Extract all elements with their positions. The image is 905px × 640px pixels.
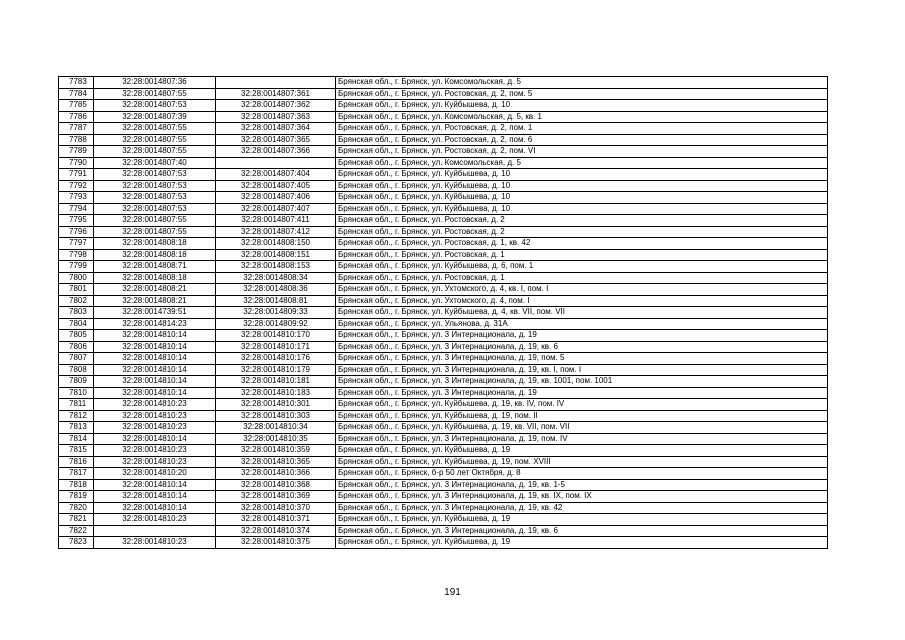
cadastral-number-cell: 32:28:0014810:374 (216, 525, 336, 537)
address-cell: Брянская обл., г. Брянск, ул. Ростовская, д. 1 (336, 249, 828, 261)
cadastral-number-cell: 32:28:0014807:364 (216, 123, 336, 135)
quarter-number-cell: 32:28:0014810:14 (94, 341, 216, 353)
address-cell: Брянская обл., г. Брянск, б-р 50 лет Октября, д. 8 (336, 468, 828, 480)
row-number-cell: 7787 (59, 123, 94, 135)
cadastral-number-cell: 32:28:0014810:183 (216, 387, 336, 399)
address-cell: Брянская обл., г. Брянск, ул. Куйбышева, д. 10 (336, 169, 828, 181)
row-number-cell: 7789 (59, 146, 94, 158)
table-row (59, 445, 828, 457)
quarter-number-cell: 32:28:0014808:18 (94, 249, 216, 261)
cadastral-number-cell: 32:28:0014809:92 (216, 318, 336, 330)
address-cell: Брянская обл., г. Брянск, ул. Куйбышева, д. 19 (336, 514, 828, 526)
table-row (59, 525, 828, 537)
address-cell: Брянская обл., г. Брянск, ул. Комсомольская, д. 5 (336, 157, 828, 169)
address-cell: Брянская обл., г. Брянск, ул. 3 Интернационала, д. 19, кв. 1-5 (336, 479, 828, 491)
cadastral-number-cell: 32:28:0014809:33 (216, 307, 336, 319)
cadastral-number-cell: 32:28:0014808:36 (216, 284, 336, 296)
cadastral-number-cell: 32:28:0014810:365 (216, 456, 336, 468)
quarter-number-cell: 32:28:0014807:53 (94, 192, 216, 204)
address-cell: Брянская обл., г. Брянск, ул. Куйбышева, д. 10 (336, 192, 828, 204)
cadastral-number-cell: 32:28:0014807:407 (216, 203, 336, 215)
table-row (59, 215, 828, 227)
cadastral-number-cell: 32:28:0014810:375 (216, 537, 336, 549)
address-cell: Брянская обл., г. Брянск, ул. 3 Интернационала, д. 19, кв. IX, пом. IX (336, 491, 828, 503)
cadastral-number-cell: 32:28:0014807:361 (216, 88, 336, 100)
quarter-number-cell: 32:28:0014810:23 (94, 399, 216, 411)
quarter-number-cell: 32:28:0014810:14 (94, 376, 216, 388)
address-cell: Брянская обл., г. Брянск, ул. Комсомольская, д. 5, кв. 1 (336, 111, 828, 123)
row-number-cell: 7822 (59, 525, 94, 537)
registry-table-body (59, 77, 828, 549)
cadastral-number-cell: 32:28:0014807:363 (216, 111, 336, 123)
table-row (59, 387, 828, 399)
cadastral-number-cell: 32:28:0014807:365 (216, 134, 336, 146)
row-number-cell: 7807 (59, 353, 94, 365)
quarter-number-cell: 32:28:0014810:23 (94, 537, 216, 549)
cadastral-number-cell: 32:28:0014808:81 (216, 295, 336, 307)
cadastral-number-cell: 32:28:0014810:181 (216, 376, 336, 388)
quarter-number-cell: 32:28:0014808:71 (94, 261, 216, 273)
address-cell: Брянская обл., г. Брянск, ул. Куйбышева, д. 19, кв. IV, пом. IV (336, 399, 828, 411)
row-number-cell: 7793 (59, 192, 94, 204)
row-number-cell: 7818 (59, 479, 94, 491)
table-row (59, 295, 828, 307)
table-row (59, 134, 828, 146)
quarter-number-cell: 32:28:0014810:23 (94, 456, 216, 468)
quarter-number-cell: 32:28:0014808:18 (94, 272, 216, 284)
cadastral-number-cell: 32:28:0014810:371 (216, 514, 336, 526)
quarter-number-cell: 32:28:0014807:40 (94, 157, 216, 169)
table-row (59, 433, 828, 445)
address-cell: Брянская обл., г. Брянск, ул. 3 Интернационала, д. 19, кв. 42 (336, 502, 828, 514)
row-number-cell: 7794 (59, 203, 94, 215)
cadastral-number-cell: 32:28:0014808:153 (216, 261, 336, 273)
address-cell: Брянская обл., г. Брянск, ул. Ростовская, д. 1 (336, 272, 828, 284)
quarter-number-cell: 32:28:0014807:53 (94, 203, 216, 215)
row-number-cell: 7786 (59, 111, 94, 123)
quarter-number-cell: 32:28:0014810:20 (94, 468, 216, 480)
row-number-cell: 7790 (59, 157, 94, 169)
table-row (59, 307, 828, 319)
address-cell: Брянская обл., г. Брянск, ул. Куйбышева, д. 19, пом. II (336, 410, 828, 422)
row-number-cell: 7821 (59, 514, 94, 526)
address-cell: Брянская обл., г. Брянск, ул. Куйбышева, д. 19, пом. XVIII (336, 456, 828, 468)
table-row (59, 364, 828, 376)
address-cell: Брянская обл., г. Брянск, ул. Ростовская, д. 2, пом. 1 (336, 123, 828, 135)
table-row (59, 261, 828, 273)
table-row (59, 537, 828, 549)
cadastral-number-cell: 32:28:0014810:369 (216, 491, 336, 503)
quarter-number-cell: 32:28:0014808:18 (94, 238, 216, 250)
table-row (59, 353, 828, 365)
table-row (59, 123, 828, 135)
row-number-cell: 7797 (59, 238, 94, 250)
cadastral-number-cell: 32:28:0014807:405 (216, 180, 336, 192)
row-number-cell: 7811 (59, 399, 94, 411)
table-row (59, 318, 828, 330)
address-cell: Брянская обл., г. Брянск, ул. Ростовская, д. 2 (336, 215, 828, 227)
cadastral-number-cell: 32:28:0014810:370 (216, 502, 336, 514)
row-number-cell: 7792 (59, 180, 94, 192)
quarter-number-cell: 32:28:0014807:55 (94, 226, 216, 238)
page-number: 191 (444, 587, 461, 598)
row-number-cell: 7814 (59, 433, 94, 445)
table-row (59, 422, 828, 434)
cadastral-number-cell: 32:28:0014810:34 (216, 422, 336, 434)
cadastral-number-cell: 32:28:0014810:179 (216, 364, 336, 376)
address-cell: Брянская обл., г. Брянск, ул. 3 Интернационала, д. 19, кв. 6 (336, 525, 828, 537)
row-number-cell: 7815 (59, 445, 94, 457)
quarter-number-cell: 32:28:0014810:14 (94, 502, 216, 514)
row-number-cell: 7810 (59, 387, 94, 399)
table-row (59, 468, 828, 480)
cadastral-number-cell: 32:28:0014807:404 (216, 169, 336, 181)
address-cell: Брянская обл., г. Брянск, ул. 3 Интернационала, д. 19, кв. I, пом. I (336, 364, 828, 376)
row-number-cell: 7817 (59, 468, 94, 480)
row-number-cell: 7800 (59, 272, 94, 284)
address-cell: Брянская обл., г. Брянск, ул. Ростовская, д. 1, кв. 42 (336, 238, 828, 250)
quarter-number-cell: 32:28:0014807:53 (94, 100, 216, 112)
cadastral-number-cell: 32:28:0014808:151 (216, 249, 336, 261)
table-row (59, 502, 828, 514)
quarter-number-cell: 32:28:0014810:23 (94, 514, 216, 526)
cadastral-number-cell: 32:28:0014807:362 (216, 100, 336, 112)
address-cell: Брянская обл., г. Брянск, ул. Куйбышева, д. 19, кв. VII, пом. VII (336, 422, 828, 434)
quarter-number-cell: 32:28:0014810:14 (94, 330, 216, 342)
table-row (59, 100, 828, 112)
cadastral-number-cell: 32:28:0014807:411 (216, 215, 336, 227)
table-row (59, 456, 828, 468)
table-row (59, 226, 828, 238)
quarter-number-cell: 32:28:0014814:23 (94, 318, 216, 330)
row-number-cell: 7819 (59, 491, 94, 503)
row-number-cell: 7813 (59, 422, 94, 434)
quarter-number-cell (94, 525, 216, 537)
quarter-number-cell: 32:28:0014810:23 (94, 445, 216, 457)
address-cell: Брянская обл., г. Брянск, ул. 3 Интернационала, д. 19, кв. 1001, пом. 1001 (336, 376, 828, 388)
table-row (59, 111, 828, 123)
quarter-number-cell: 32:28:0014810:14 (94, 479, 216, 491)
row-number-cell: 7806 (59, 341, 94, 353)
table-row (59, 146, 828, 158)
quarter-number-cell: 32:28:0014807:55 (94, 134, 216, 146)
cadastral-number-cell: 32:28:0014808:34 (216, 272, 336, 284)
cadastral-number-cell: 32:28:0014810:368 (216, 479, 336, 491)
table-row (59, 341, 828, 353)
address-cell: Брянская обл., г. Брянск, ул. Куйбышева, д. 6, пом. 1 (336, 261, 828, 273)
row-number-cell: 7812 (59, 410, 94, 422)
quarter-number-cell: 32:28:0014807:55 (94, 146, 216, 158)
address-cell: Брянская обл., г. Брянск, ул. Ростовская, д. 2, пом. 5 (336, 88, 828, 100)
address-cell: Брянская обл., г. Брянск, ул. Ростовская, д. 2 (336, 226, 828, 238)
row-number-cell: 7785 (59, 100, 94, 112)
cadastral-number-cell: 32:28:0014810:366 (216, 468, 336, 480)
address-cell: Брянская обл., г. Брянск, ул. 3 Интернационала, д. 19, кв. 6 (336, 341, 828, 353)
row-number-cell: 7798 (59, 249, 94, 261)
quarter-number-cell: 32:28:0014807:55 (94, 215, 216, 227)
table-row (59, 192, 828, 204)
table-row (59, 376, 828, 388)
address-cell: Брянская обл., г. Брянск, ул. Куйбышева, д. 10 (336, 180, 828, 192)
quarter-number-cell: 32:28:0014807:53 (94, 169, 216, 181)
quarter-number-cell: 32:28:0014808:21 (94, 284, 216, 296)
cadastral-number-cell: 32:28:0014810:303 (216, 410, 336, 422)
quarter-number-cell: 32:28:0014739:51 (94, 307, 216, 319)
address-cell: Брянская обл., г. Брянск, ул. 3 Интернационала, д. 19, пом. IV (336, 433, 828, 445)
cadastral-number-cell: 32:28:0014810:301 (216, 399, 336, 411)
table-row (59, 330, 828, 342)
table-row (59, 238, 828, 250)
row-number-cell: 7795 (59, 215, 94, 227)
row-number-cell: 7788 (59, 134, 94, 146)
table-row (59, 169, 828, 181)
address-cell: Брянская обл., г. Брянск, ул. Куйбышева, д. 19 (336, 445, 828, 457)
address-cell: Брянская обл., г. Брянск, ул. Комсомольская, д. 5 (336, 77, 828, 89)
table-row (59, 410, 828, 422)
quarter-number-cell: 32:28:0014810:23 (94, 410, 216, 422)
row-number-cell: 7808 (59, 364, 94, 376)
cadastral-number-cell: 32:28:0014810:35 (216, 433, 336, 445)
address-cell: Брянская обл., г. Брянск, ул. 3 Интернационала, д. 19 (336, 330, 828, 342)
cadastral-number-cell (216, 157, 336, 169)
cadastral-number-cell: 32:28:0014808:150 (216, 238, 336, 250)
table-row (59, 77, 828, 89)
quarter-number-cell: 32:28:0014807:55 (94, 88, 216, 100)
address-cell: Брянская обл., г. Брянск, ул. Ростовская, д. 2, пом. 6 (336, 134, 828, 146)
quarter-number-cell: 32:28:0014810:14 (94, 387, 216, 399)
quarter-number-cell: 32:28:0014807:55 (94, 123, 216, 135)
row-number-cell: 7816 (59, 456, 94, 468)
address-cell: Брянская обл., г. Брянск, ул. Куйбышева, д. 19 (336, 537, 828, 549)
table-row (59, 203, 828, 215)
quarter-number-cell: 32:28:0014810:14 (94, 353, 216, 365)
row-number-cell: 7805 (59, 330, 94, 342)
cadastral-number-cell: 32:28:0014807:406 (216, 192, 336, 204)
address-cell: Брянская обл., г. Брянск, ул. Ухтомского, д. 4, пом. I (336, 295, 828, 307)
table-row (59, 180, 828, 192)
row-number-cell: 7802 (59, 295, 94, 307)
quarter-number-cell: 32:28:0014810:14 (94, 491, 216, 503)
cadastral-number-cell: 32:28:0014810:359 (216, 445, 336, 457)
cadastral-number-cell: 32:28:0014810:170 (216, 330, 336, 342)
table-row (59, 479, 828, 491)
address-cell: Брянская обл., г. Брянск, ул. Куйбышева, д. 10 (336, 100, 828, 112)
address-cell: Брянская обл., г. Брянск, ул. 3 Интернационала, д. 19, пом. 5 (336, 353, 828, 365)
address-cell: Брянская обл., г. Брянск, ул. Куйбышева, д. 10 (336, 203, 828, 215)
table-row (59, 284, 828, 296)
row-number-cell: 7796 (59, 226, 94, 238)
quarter-number-cell: 32:28:0014807:53 (94, 180, 216, 192)
table-row (59, 514, 828, 526)
quarter-number-cell: 32:28:0014807:36 (94, 77, 216, 89)
cadastral-number-cell (216, 77, 336, 89)
address-cell: Брянская обл., г. Брянск, ул. Куйбышева, д. 4, кв. VII, пом. VII (336, 307, 828, 319)
row-number-cell: 7809 (59, 376, 94, 388)
table-row (59, 249, 828, 261)
row-number-cell: 7823 (59, 537, 94, 549)
address-cell: Брянская обл., г. Брянск, ул. Ростовская, д. 2, пом. VI (336, 146, 828, 158)
quarter-number-cell: 32:28:0014807:39 (94, 111, 216, 123)
row-number-cell: 7803 (59, 307, 94, 319)
table-row (59, 88, 828, 100)
row-number-cell: 7801 (59, 284, 94, 296)
row-number-cell: 7799 (59, 261, 94, 273)
row-number-cell: 7783 (59, 77, 94, 89)
row-number-cell: 7804 (59, 318, 94, 330)
address-cell: Брянская обл., г. Брянск, ул. Ухтомского, д. 4, кв. I, пом. I (336, 284, 828, 296)
cadastral-number-cell: 32:28:0014810:171 (216, 341, 336, 353)
quarter-number-cell: 32:28:0014808:21 (94, 295, 216, 307)
quarter-number-cell: 32:28:0014810:14 (94, 364, 216, 376)
address-cell: Брянская обл., г. Брянск, ул. Ульянова, д. 31А (336, 318, 828, 330)
cadastral-number-cell: 32:28:0014807:412 (216, 226, 336, 238)
address-cell: Брянская обл., г. Брянск, ул. 3 Интернационала, д. 19 (336, 387, 828, 399)
registry-table (58, 76, 828, 549)
table-row (59, 272, 828, 284)
table-row (59, 399, 828, 411)
row-number-cell: 7820 (59, 502, 94, 514)
cadastral-number-cell: 32:28:0014807:366 (216, 146, 336, 158)
quarter-number-cell: 32:28:0014810:14 (94, 433, 216, 445)
table-row (59, 157, 828, 169)
cadastral-number-cell: 32:28:0014810:176 (216, 353, 336, 365)
quarter-number-cell: 32:28:0014810:23 (94, 422, 216, 434)
row-number-cell: 7791 (59, 169, 94, 181)
row-number-cell: 7784 (59, 88, 94, 100)
table-row (59, 491, 828, 503)
